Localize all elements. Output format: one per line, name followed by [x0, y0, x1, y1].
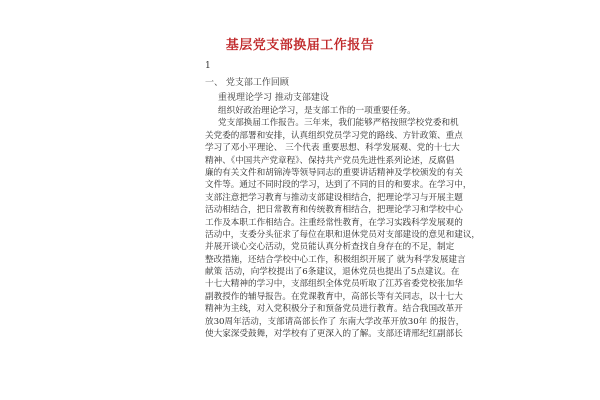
body-line: 副教授作的辅导报告。在党课教育中，高部长等有关同志，以十七大: [205, 291, 463, 302]
section-heading: 一、 党支部工作回顾: [205, 78, 289, 88]
body-line: 献策 活动，向学校提出了6条建议，退休党员也提出了5点建议。在: [205, 267, 460, 278]
body-line: 文件等。通过不同时段的学习，达到了不同的目的和要求。在学习中，: [205, 180, 472, 191]
body-line: 精神为主线，对入党积极分子和预备党员进行教育。结合我国改革开: [205, 304, 463, 315]
body-line: 工作及本职工作相结合。注重经常性教育，在学习实践科学发展观的: [205, 217, 463, 228]
body-line: 十七大精神的学习中，支部组织全体党员听取了江苏省委党校张加华: [205, 279, 463, 290]
body-line: 廉的有关文件和胡锦涛等领导同志的重要讲话精神及学校颁发的有关: [205, 167, 463, 178]
body-line: 关党委的部署和安排，认真组织党员学习党的路线、方针政策、重点: [205, 130, 463, 141]
body-line: 放30周年活动，支部请高部长作了 东南大学改革开放30年 的报告，: [205, 316, 465, 327]
body-line: 党支部换届工作报告。三年来，我们能够严格按照学校党委和机: [218, 118, 459, 129]
body-text: [205, 105, 481, 340]
body-line: 组织好政治理论学习，是支部工作的一项重要任务。: [218, 106, 416, 116]
body-line: 活动中，支委分头征求了每位在职和退休党员对支部建设的意见和建议，: [205, 229, 481, 240]
body-line: 整改措施，还结合学校中心工作，积极组织开展了 就为科学发展建言: [205, 254, 466, 265]
body-line: 使大家深受鼓舞，对学校有了更深入的了解。支部还请邢纪红副部长: [205, 329, 463, 340]
body-line: 精神、《中国共产党章程》、保持共产党员先进性系列论述，反腐倡: [205, 155, 455, 166]
body-line: 支部注意把学习教育与推动支部建设相结合，把理论学习与开展主题: [205, 192, 463, 203]
section-subheading: 重视理论学习 推动支部建设: [218, 93, 329, 103]
page-number: 1: [205, 61, 211, 71]
body-line: 活动相结合，把日常教育和传统教育相结合，把理论学习和学校中心: [205, 205, 463, 216]
body-line: 并展开谈心交心活动，党员能认真分析查找自身存在的不足，制定: [205, 242, 455, 253]
body-line: 学习了邓小平理论、 三个代表 重要思想、科学发展观、党的十七大: [205, 143, 460, 154]
document-title: 基层党支部换届工作报告: [225, 38, 375, 53]
